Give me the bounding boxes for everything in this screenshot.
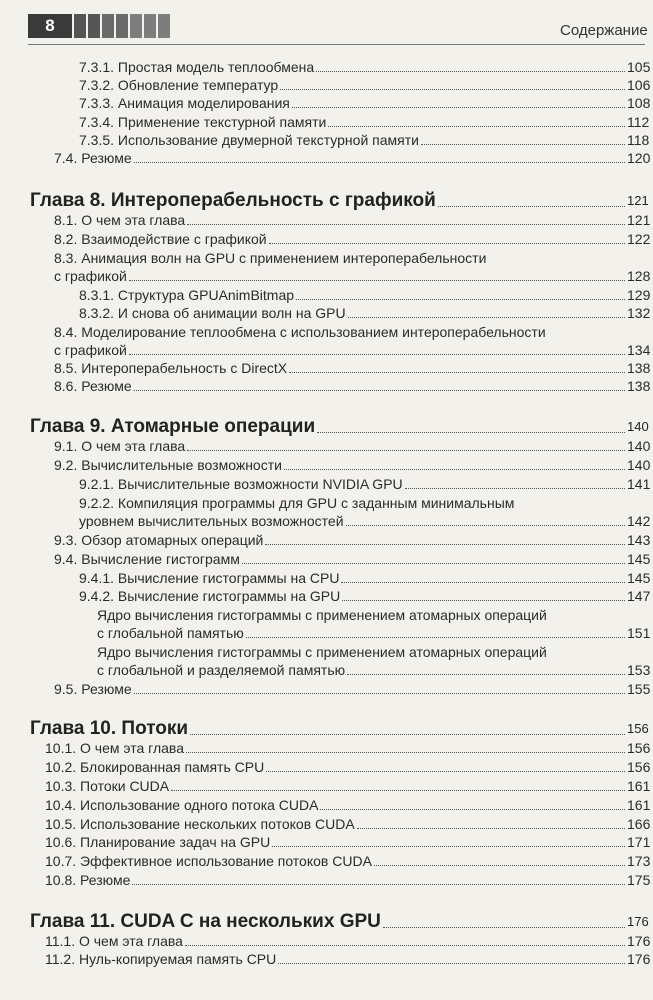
toc-entry[interactable]: 8.4. Моделирование теплообмена с использованием интероперабельности (54, 324, 546, 340)
running-header-title: Содержание (560, 22, 648, 39)
toc-entry[interactable]: уровнем вычислительных возможностей 142 (79, 513, 651, 529)
toc-entry[interactable]: с глобальной и разделяемой памятью 153 (97, 662, 651, 678)
toc-entry[interactable]: 7.3.3. Анимация моделирования 108 (79, 95, 651, 111)
toc-entry[interactable]: 10.7. Эффективное использование потоков CUDA 173 (45, 853, 651, 869)
toc-entry[interactable]: 9.4.2. Вычисление гистограммы на GPU 147 (79, 588, 651, 604)
toc-entry[interactable]: 10.5. Использование нескольких потоков CUDA 166 (45, 816, 651, 832)
header-decoration-bars (74, 14, 172, 38)
toc-entry[interactable]: 7.4. Резюме 120 (54, 150, 651, 166)
toc-entry[interactable]: 7.3.5. Использование двумерной текстурной памяти 118 (79, 132, 650, 148)
toc-entry[interactable]: 9.3. Обзор атомарных операций 143 (54, 532, 651, 548)
toc-entry[interactable]: 9.5. Резюме 155 (54, 681, 651, 697)
toc-chapter-heading[interactable]: Глава 8. Интероперабельность с графикой 121 (30, 190, 649, 211)
toc-entry[interactable]: 10.3. Потоки CUDA 161 (45, 778, 651, 794)
toc-entry[interactable]: 9.1. О чем эта глава 140 (54, 438, 651, 454)
toc-entry[interactable]: с графикой 134 (54, 342, 651, 358)
toc-entry[interactable]: с графикой 128 (54, 268, 651, 284)
toc-entry[interactable]: 10.6. Планирование задач на GPU 171 (45, 834, 651, 850)
toc-chapter-heading[interactable]: Глава 11. CUDA C на нескольких GPU 176 (30, 911, 649, 932)
toc-entry[interactable]: Ядро вычисления гистограммы с применением атомарных операций (97, 607, 547, 623)
toc-entry[interactable]: 8.2. Взаимодействие с графикой 122 (54, 231, 651, 247)
toc-entry[interactable]: 7.3.2. Обновление температур 106 (79, 77, 651, 93)
toc-entry[interactable]: 10.2. Блокированная память CPU 156 (45, 759, 651, 775)
toc-entry[interactable]: 8.3.1. Структура GPUAnimBitmap 129 (79, 287, 651, 303)
toc-entry[interactable]: Ядро вычисления гистограммы с применением атомарных операций (97, 644, 547, 660)
toc-entry[interactable]: 11.2. Нуль-копируемая память CPU 176 (45, 951, 651, 967)
toc-chapter-heading[interactable]: Глава 10. Потоки 156 (30, 718, 649, 739)
toc-entry[interactable]: с глобальной памятью 151 (97, 625, 651, 641)
toc-entry[interactable]: 10.1. О чем эта глава 156 (45, 740, 651, 756)
header-rule (28, 44, 645, 45)
toc-entry[interactable]: 9.4. Вычисление гистограмм 145 (54, 551, 651, 567)
toc-entry[interactable]: 8.1. О чем эта глава 121 (54, 212, 651, 228)
page-header (0, 0, 648, 40)
toc-entry[interactable]: 8.5. Интероперабельность с DirectX 138 (54, 360, 651, 376)
toc-entry[interactable]: 9.2.2. Компиляция программы для GPU с заданным минимальным (79, 495, 515, 511)
toc-entry[interactable]: 7.3.1. Простая модель теплообмена 105 (79, 59, 651, 75)
toc-entry[interactable]: 8.6. Резюме 138 (54, 378, 651, 394)
toc-entry[interactable]: 10.8. Резюме 175 (45, 872, 651, 888)
toc-entry[interactable]: 9.4.1. Вычисление гистограммы на CPU 145 (79, 570, 651, 586)
toc-entry[interactable]: 7.3.4. Применение текстурной памяти 112 (79, 114, 650, 130)
toc-entry[interactable]: 9.2.1. Вычислительные возможности NVIDIA GPU 141 (79, 476, 651, 492)
toc-chapter-heading[interactable]: Глава 9. Атомарные операции 140 (30, 416, 649, 437)
page-number: 8 (28, 14, 72, 38)
toc-entry[interactable]: 8.3. Анимация волн на GPU с применением интероперабельности (54, 250, 487, 266)
toc-entry[interactable]: 11.1. О чем эта глава 176 (45, 933, 651, 949)
toc-entry[interactable]: 9.2. Вычислительные возможности 140 (54, 457, 651, 473)
toc-entry[interactable]: 8.3.2. И снова об анимации волн на GPU 132 (79, 305, 651, 321)
toc-entry[interactable]: 10.4. Использование одного потока CUDA 161 (45, 797, 651, 813)
